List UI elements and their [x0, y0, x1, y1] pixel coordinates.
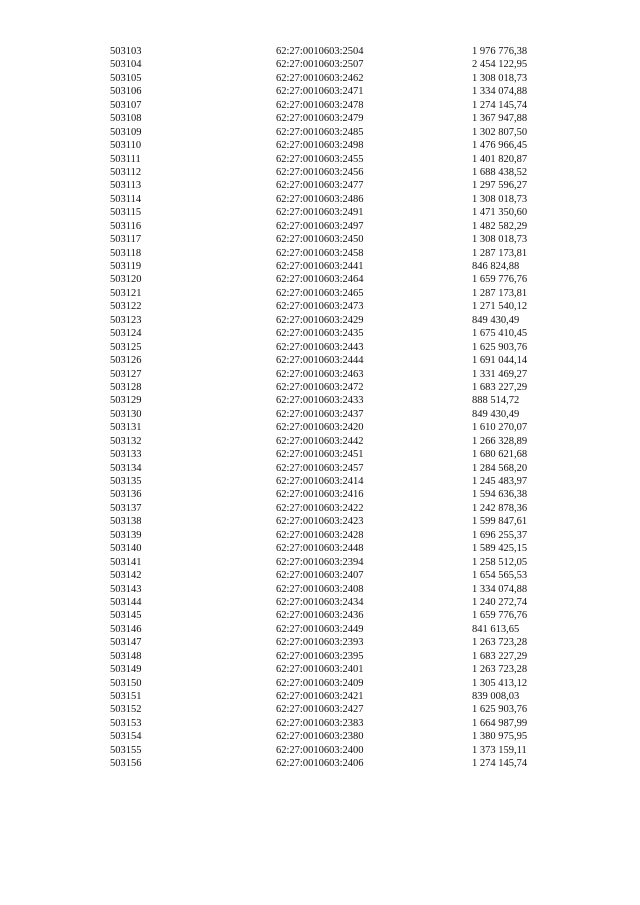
row-number-cell: 503142	[110, 570, 142, 582]
cadastral-number-cell: 62:27:0010603:2485	[276, 126, 364, 138]
table-row	[110, 341, 550, 354]
cadastral-number-cell: 62:27:0010603:2472	[276, 381, 364, 393]
value-cell: 1 683 227,29	[472, 381, 528, 393]
value-cell: 1 271 540,12	[472, 301, 528, 313]
table-row	[110, 435, 550, 448]
table-row	[110, 690, 550, 703]
value-cell: 1 589 425,15	[472, 543, 528, 555]
value-cell: 846 824,88	[472, 261, 520, 272]
value-cell: 1 659 776,76	[472, 274, 528, 286]
table-row	[110, 220, 550, 233]
table-row	[110, 475, 550, 488]
cadastral-number-cell: 62:27:0010603:2393	[276, 637, 364, 649]
value-cell: 888 514,72	[472, 395, 520, 407]
table-row	[110, 569, 550, 582]
row-number-cell: 503149	[110, 664, 142, 676]
cadastral-number-cell: 62:27:0010603:2462	[276, 72, 364, 84]
value-cell: 1 373 159,11	[472, 744, 527, 756]
table-row	[110, 99, 550, 112]
value-cell: 849 430,49	[472, 314, 520, 326]
table-row	[110, 112, 550, 125]
cadastral-number-cell: 62:27:0010603:2407	[276, 570, 364, 582]
row-number-cell: 503115	[110, 207, 142, 219]
row-number-cell: 503155	[110, 744, 142, 756]
value-cell: 2 454 122,95	[472, 59, 528, 71]
table-row	[110, 45, 550, 58]
row-number-cell: 503146	[110, 623, 142, 635]
cadastral-number-cell: 62:27:0010603:2444	[276, 355, 364, 367]
row-number-cell: 503139	[110, 529, 142, 541]
cadastral-number-cell: 62:27:0010603:2507	[276, 59, 364, 71]
row-number-cell: 503112	[110, 166, 142, 178]
cadastral-number-cell: 62:27:0010603:2457	[276, 462, 364, 474]
cadastral-number-cell: 62:27:0010603:2458	[276, 247, 364, 259]
value-cell: 1 274 145,74	[472, 99, 528, 111]
row-number-cell: 503141	[110, 556, 142, 568]
table-row	[110, 139, 550, 152]
cadastral-number-cell: 62:27:0010603:2383	[276, 717, 364, 729]
value-cell: 1 263 723,28	[472, 664, 528, 676]
value-cell: 1 334 074,88	[472, 86, 528, 98]
cadastral-number-cell: 62:27:0010603:2464	[276, 274, 364, 286]
value-cell: 1 334 074,88	[472, 583, 528, 595]
row-number-cell: 503110	[110, 140, 142, 152]
value-cell: 1 664 987,99	[472, 717, 528, 729]
value-cell: 1 482 582,29	[472, 220, 528, 232]
value-cell: 839 008,03	[472, 691, 520, 702]
table-row	[110, 247, 550, 260]
value-cell: 1 287 173,81	[472, 287, 528, 299]
value-cell: 1 331 469,27	[472, 368, 528, 380]
table-row	[110, 462, 550, 475]
row-number-cell: 503147	[110, 637, 142, 649]
table-row	[110, 273, 550, 286]
row-number-cell: 503150	[110, 677, 142, 689]
value-cell: 1 308 018,73	[472, 193, 528, 205]
cadastral-number-cell: 62:27:0010603:2486	[276, 193, 364, 205]
table-row	[110, 394, 550, 407]
value-cell: 1 683 227,29	[472, 650, 528, 662]
cadastral-number-cell: 62:27:0010603:2429	[276, 314, 364, 326]
table-row	[110, 206, 550, 219]
cadastral-number-cell: 62:27:0010603:2428	[276, 529, 364, 541]
row-number-cell: 503108	[110, 113, 142, 125]
table-row	[110, 85, 550, 98]
table-row	[110, 703, 550, 716]
cadastral-number-cell: 62:27:0010603:2434	[276, 596, 364, 608]
table-row	[110, 287, 550, 300]
cadastral-number-cell: 62:27:0010603:2414	[276, 476, 364, 487]
row-number-cell: 503156	[110, 758, 142, 770]
cadastral-number-cell: 62:27:0010603:2406	[276, 758, 364, 770]
table-row	[110, 179, 550, 192]
table-row	[110, 730, 550, 743]
value-cell: 1 599 847,61	[472, 516, 528, 528]
table-row	[110, 515, 550, 528]
cadastral-number-cell: 62:27:0010603:2504	[276, 46, 364, 57]
cadastral-number-cell: 62:27:0010603:2395	[276, 650, 364, 662]
row-number-cell: 503140	[110, 543, 142, 555]
cadastral-number-cell: 62:27:0010603:2449	[276, 623, 364, 635]
row-number-cell: 503132	[110, 435, 142, 447]
row-number-cell: 503130	[110, 408, 142, 420]
table-row	[110, 677, 550, 690]
cadastral-number-cell: 62:27:0010603:2401	[276, 664, 364, 676]
table-row	[110, 421, 550, 434]
row-number-cell: 503103	[110, 46, 142, 57]
row-number-cell: 503127	[110, 368, 142, 380]
table-row	[110, 663, 550, 676]
cadastral-number-cell: 62:27:0010603:2441	[276, 261, 364, 272]
row-number-cell: 503133	[110, 449, 142, 461]
row-number-cell: 503129	[110, 395, 142, 407]
row-number-cell: 503123	[110, 314, 142, 326]
value-cell: 1 696 255,37	[472, 529, 528, 541]
row-number-cell: 503137	[110, 502, 142, 514]
table-row	[110, 368, 550, 381]
value-cell: 1 380 975,95	[472, 731, 528, 743]
row-number-cell: 503136	[110, 489, 142, 501]
row-number-cell: 503118	[110, 247, 142, 259]
row-number-cell: 503138	[110, 516, 142, 528]
table-row	[110, 623, 550, 636]
table-row	[110, 596, 550, 609]
cadastral-number-cell: 62:27:0010603:2436	[276, 610, 364, 622]
value-cell: 1 263 723,28	[472, 637, 528, 649]
value-cell: 1 308 018,73	[472, 234, 528, 246]
data-table	[110, 45, 550, 771]
row-number-cell: 503117	[110, 234, 142, 246]
cadastral-number-cell: 62:27:0010603:2451	[276, 449, 364, 461]
table-row	[110, 126, 550, 139]
table-row	[110, 542, 550, 555]
cadastral-number-cell: 62:27:0010603:2443	[276, 341, 364, 353]
value-cell: 1 284 568,20	[472, 462, 528, 474]
cadastral-number-cell: 62:27:0010603:2471	[276, 86, 364, 98]
value-cell: 1 654 565,53	[472, 570, 528, 582]
value-cell: 1 691 044,14	[472, 355, 528, 367]
value-cell: 849 430,49	[472, 408, 520, 420]
cadastral-number-cell: 62:27:0010603:2442	[276, 435, 364, 447]
table-row	[110, 72, 550, 85]
row-number-cell: 503119	[110, 261, 142, 272]
row-number-cell: 503151	[110, 691, 142, 702]
row-number-cell: 503116	[110, 220, 142, 232]
table-row	[110, 327, 550, 340]
cadastral-number-cell: 62:27:0010603:2456	[276, 166, 364, 178]
row-number-cell: 503153	[110, 717, 142, 729]
table-row	[110, 448, 550, 461]
table-row	[110, 744, 550, 757]
cadastral-number-cell: 62:27:0010603:2498	[276, 140, 364, 152]
table-row	[110, 529, 550, 542]
value-cell: 1 976 776,38	[472, 46, 528, 57]
cadastral-number-cell: 62:27:0010603:2416	[276, 489, 364, 501]
row-number-cell: 503134	[110, 462, 142, 474]
cadastral-number-cell: 62:27:0010603:2455	[276, 153, 364, 165]
value-cell: 1 287 173,81	[472, 247, 528, 259]
value-cell: 1 305 413,12	[472, 677, 528, 689]
cadastral-number-cell: 62:27:0010603:2408	[276, 583, 364, 595]
table-row	[110, 556, 550, 569]
value-cell: 1 680 621,68	[472, 449, 528, 461]
row-number-cell: 503106	[110, 86, 142, 98]
cadastral-number-cell: 62:27:0010603:2437	[276, 408, 364, 420]
cadastral-number-cell: 62:27:0010603:2448	[276, 543, 364, 555]
row-number-cell: 503120	[110, 274, 142, 286]
cadastral-number-cell: 62:27:0010603:2421	[276, 691, 364, 702]
table-row	[110, 636, 550, 649]
table-row	[110, 757, 550, 770]
value-cell: 1 274 145,74	[472, 758, 528, 770]
value-cell: 1 258 512,05	[472, 556, 528, 568]
value-cell: 1 471 350,60	[472, 207, 528, 219]
row-number-cell: 503131	[110, 422, 142, 434]
table-row	[110, 153, 550, 166]
row-number-cell: 503135	[110, 476, 142, 487]
cadastral-number-cell: 62:27:0010603:2427	[276, 704, 364, 716]
table-row	[110, 354, 550, 367]
row-number-cell: 503125	[110, 341, 142, 353]
row-number-cell: 503113	[110, 180, 142, 192]
cadastral-number-cell: 62:27:0010603:2422	[276, 502, 364, 514]
table-row	[110, 408, 550, 421]
value-cell: 1 688 438,52	[472, 166, 528, 178]
cadastral-number-cell: 62:27:0010603:2394	[276, 556, 364, 568]
table-row	[110, 488, 550, 501]
cadastral-number-cell: 62:27:0010603:2491	[276, 207, 364, 219]
cadastral-number-cell: 62:27:0010603:2473	[276, 301, 364, 313]
cadastral-number-cell: 62:27:0010603:2450	[276, 234, 364, 246]
row-number-cell: 503144	[110, 596, 142, 608]
cadastral-number-cell: 62:27:0010603:2479	[276, 113, 364, 125]
value-cell: 1 476 966,45	[472, 140, 528, 152]
row-number-cell: 503111	[110, 153, 141, 165]
table-row	[110, 166, 550, 179]
row-number-cell: 503109	[110, 126, 142, 138]
value-cell: 1 302 807,50	[472, 126, 528, 138]
value-cell: 1 610 270,07	[472, 422, 528, 434]
value-cell: 1 675 410,45	[472, 328, 528, 340]
row-number-cell: 503107	[110, 99, 142, 111]
table-row	[110, 583, 550, 596]
cadastral-number-cell: 62:27:0010603:2497	[276, 220, 364, 232]
row-number-cell: 503121	[110, 287, 142, 299]
cadastral-number-cell: 62:27:0010603:2463	[276, 368, 364, 380]
value-cell: 1 308 018,73	[472, 72, 528, 84]
value-cell: 1 266 328,89	[472, 435, 528, 447]
row-number-cell: 503154	[110, 731, 142, 743]
row-number-cell: 503104	[110, 59, 142, 71]
cadastral-number-cell: 62:27:0010603:2400	[276, 744, 364, 756]
cadastral-number-cell: 62:27:0010603:2409	[276, 677, 364, 689]
value-cell: 841 613,65	[472, 623, 520, 635]
table-row	[110, 314, 550, 327]
cadastral-number-cell: 62:27:0010603:2433	[276, 395, 364, 407]
cadastral-number-cell: 62:27:0010603:2423	[276, 516, 364, 528]
value-cell: 1 245 483,97	[472, 476, 528, 487]
row-number-cell: 503128	[110, 381, 142, 393]
value-cell: 1 659 776,76	[472, 610, 528, 622]
value-cell: 1 367 947,88	[472, 113, 528, 125]
row-number-cell: 503124	[110, 328, 142, 340]
value-cell: 1 242 878,36	[472, 502, 528, 514]
table-row	[110, 381, 550, 394]
table-row	[110, 502, 550, 515]
value-cell: 1 625 903,76	[472, 704, 528, 716]
table-row	[110, 233, 550, 246]
table-row	[110, 58, 550, 71]
value-cell: 1 240 272,74	[472, 596, 528, 608]
value-cell: 1 625 903,76	[472, 341, 528, 353]
row-number-cell: 503105	[110, 72, 142, 84]
value-cell: 1 594 636,38	[472, 489, 528, 501]
row-number-cell: 503152	[110, 704, 142, 716]
row-number-cell: 503143	[110, 583, 142, 595]
row-number-cell: 503122	[110, 301, 142, 313]
table-row	[110, 193, 550, 206]
row-number-cell: 503126	[110, 355, 142, 367]
table-row	[110, 650, 550, 663]
value-cell: 1 401 820,87	[472, 153, 528, 165]
table-row	[110, 260, 550, 273]
row-number-cell: 503145	[110, 610, 142, 622]
cadastral-number-cell: 62:27:0010603:2435	[276, 328, 364, 340]
cadastral-number-cell: 62:27:0010603:2477	[276, 180, 364, 192]
table-row	[110, 300, 550, 313]
value-cell: 1 297 596,27	[472, 180, 528, 192]
table-row	[110, 609, 550, 622]
cadastral-number-cell: 62:27:0010603:2380	[276, 731, 364, 743]
row-number-cell: 503114	[110, 193, 142, 205]
cadastral-number-cell: 62:27:0010603:2420	[276, 422, 364, 434]
cadastral-number-cell: 62:27:0010603:2465	[276, 287, 364, 299]
cadastral-number-cell: 62:27:0010603:2478	[276, 99, 364, 111]
table-row	[110, 717, 550, 730]
row-number-cell: 503148	[110, 650, 142, 662]
